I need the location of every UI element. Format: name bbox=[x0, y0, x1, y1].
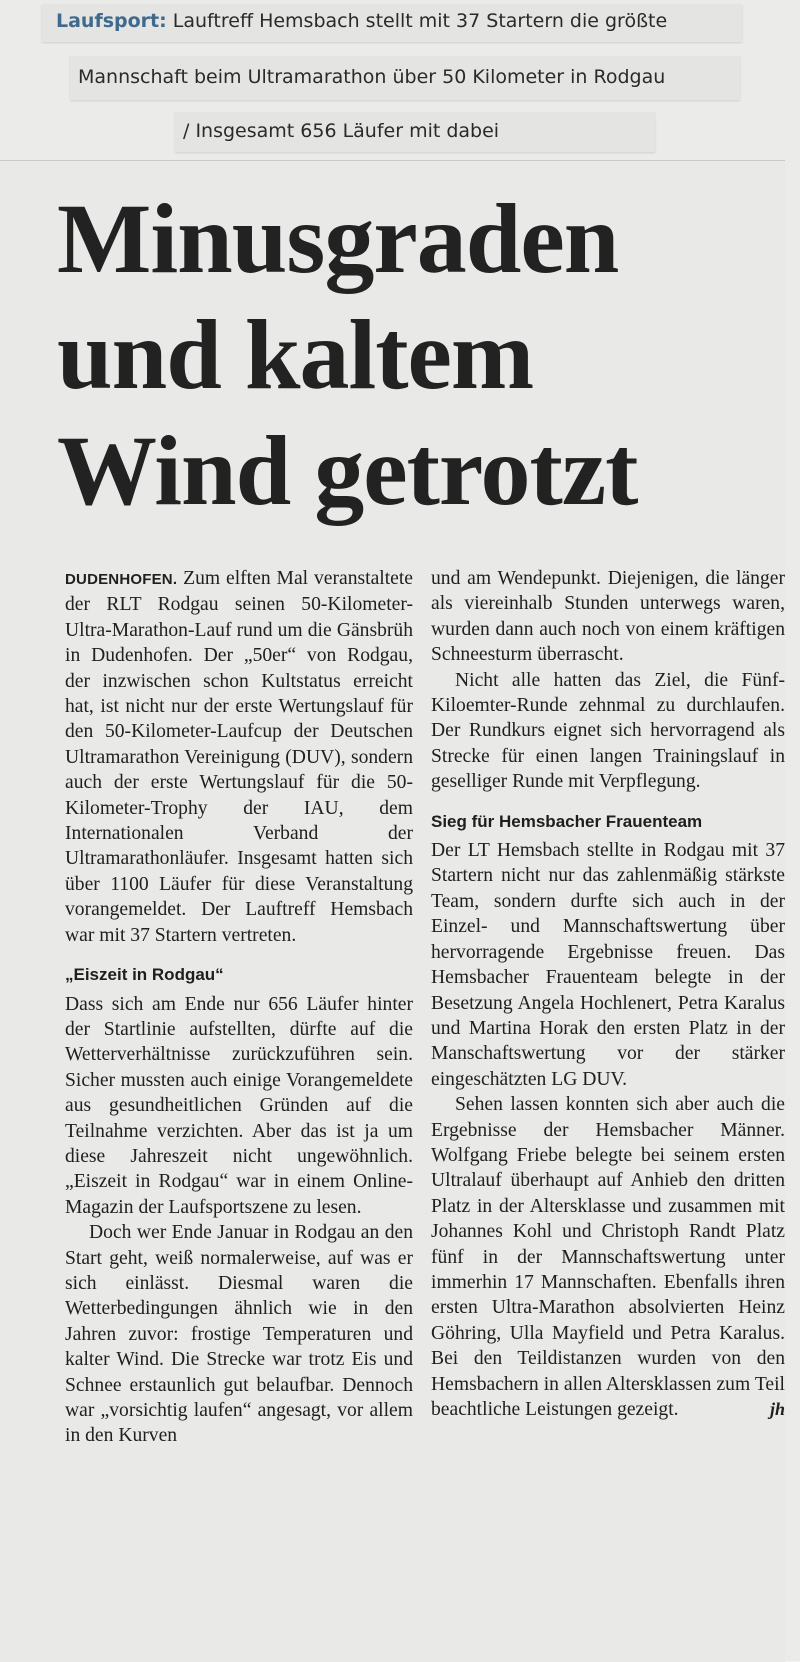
headline-line-1: Minusgraden bbox=[57, 183, 619, 294]
column-left bbox=[65, 566, 413, 1449]
kicker: Laufsport: bbox=[56, 10, 167, 32]
paragraph-4: und am Wendepunkt. Diejenigen, die länger als viereinhalb Stunden unterwegs waren, wurden dann auch noch von einem kräftigen Schneesturm überrascht. bbox=[431, 568, 785, 666]
paragraph-intro bbox=[65, 566, 413, 948]
article bbox=[0, 160, 785, 1662]
paragraph-6: Der LT Hemsbach stellte in Rodgau mit 37 Startern nicht nur das zahlenmäßig stärkste Team, sondern durfte sich auch in der Einzel- und Mannschaftswertung über hervorragende Ergebnisse freuen. Das Hemsbacher Frauenteam belegte in der Besetzung Angela Hochlenert, Petra Karalus und Martina Horak den ersten Platz in der Manschaftswertung vor der stärker eingeschätzten LG DUV. bbox=[431, 840, 785, 1090]
deck-text-2: Mannschaft beim Ultramarathon über 50 Kilometer in Rodgau bbox=[78, 66, 666, 88]
paragraph-intro-text: Zum elften Mal veranstaltete der RLT Rodgau seinen 50-Kilometer-Ultra-Marathon-Lauf rund um die Gänsbrüh in Dudenhofen. Der „50er“ von Rodgau, der inzwischen schon Kultstatus erreicht hat, ist nicht nur der erste Wertungslauf für den 50-Kilometer-Laufcup der Deutschen Ultramarathon Vereinigung (DUV), sondern auch der erste Wertungslauf für die 50-Kilometer-Trophy der IAU, dem Internationalen Verband der Ultramarathonläufer. Insgesamt hatten sich über 1100 Läufer für diese Veranstaltung vorangemeldet. Der Lauftreff Hemsbach war mit 37 Startern vertreten. bbox=[65, 568, 413, 946]
headline-line-3: Wind getrotzt bbox=[57, 415, 638, 526]
deck-line-1 bbox=[42, 4, 742, 42]
deck-text-1: Lauftreff Hemsbach stellt mit 37 Startern die größte bbox=[172, 10, 668, 32]
paragraph-2: Dass sich am Ende nur 656 Läufer hinter der Startlinie aufstellten, dürfte auf die Wetterverhältnisse zurückzuführen sein. Sicher mussten auch einige Vorangemeldete aus gesundheitlichen Gründen auf die Teilnahme verzichten. Aber das ist ja um diese Jahreszeit nicht ungewöhnlich. „Eiszeit in Rodgau“ war in einem Online-Magazin der Laufsportszene zu lesen. bbox=[65, 993, 413, 1218]
paragraph-7 bbox=[431, 1092, 785, 1422]
deck-line-2 bbox=[70, 56, 740, 100]
column-right bbox=[431, 566, 785, 1422]
subhead-eiszeit: „Eiszeit in Rodgau“ bbox=[65, 965, 224, 985]
subhead-sieg: Sieg für Hemsbacher Frauenteam bbox=[431, 811, 703, 831]
paragraph-3: Doch wer Ende Januar in Rodgau an den Start geht, weiß normalerweise, auf was er sich einlässt. Diesmal waren die Wetterbedingungen ähnlich wie in den Jahren zuvor: frostige Temperaturen und kalter Wind. Die Strecke war trotz Eis und Schnee erstaunlich gut belaufbar. Dennoch war „vorsichtig laufen“ angesagt, vor allem in den Kurven bbox=[65, 1222, 413, 1447]
dateline: DUDENHOFEN. bbox=[65, 571, 178, 588]
headline-line-2: und kaltem bbox=[57, 299, 534, 410]
author-initials: jh bbox=[769, 1399, 785, 1419]
deck-line-3 bbox=[175, 112, 655, 152]
headline bbox=[57, 181, 777, 529]
paragraph-5: Nicht alle hatten das Ziel, die Fünf-Kiloemter-Runde zehnmal zu durchlaufen. Der Rundkurs eignet sich hervorragend als Strecke für einen langen Trainingslauf in geselliger Runde mit Verpflegung. bbox=[431, 669, 785, 793]
deck-text-3: / Insgesamt 656 Läufer mit dabei bbox=[183, 120, 500, 142]
paragraph-7-text: Sehen lassen konnten sich aber auch die Ergebnisse der Hemsbacher Männer. Wolfgang Friebe belegte bei seinem ersten Ultralauf überhaupt auf Anhieb den dritten Platz in der Altersklasse und zusammen mit Johannes Kohl und Christoph Randt Platz fünf in der Mannschaftswertung unter immerhin 17 Mannschaften. Ebenfalls ihren ersten Ultra-Marathon absolvierten Heinz Göhring, Ulla Mayfield und Petra Karalus. Bei den Teildistanzen wurden von den Hemsbachern in allen Altersklassen zum Teil beachtliche Leistungen gezeigt. bbox=[431, 1094, 785, 1420]
